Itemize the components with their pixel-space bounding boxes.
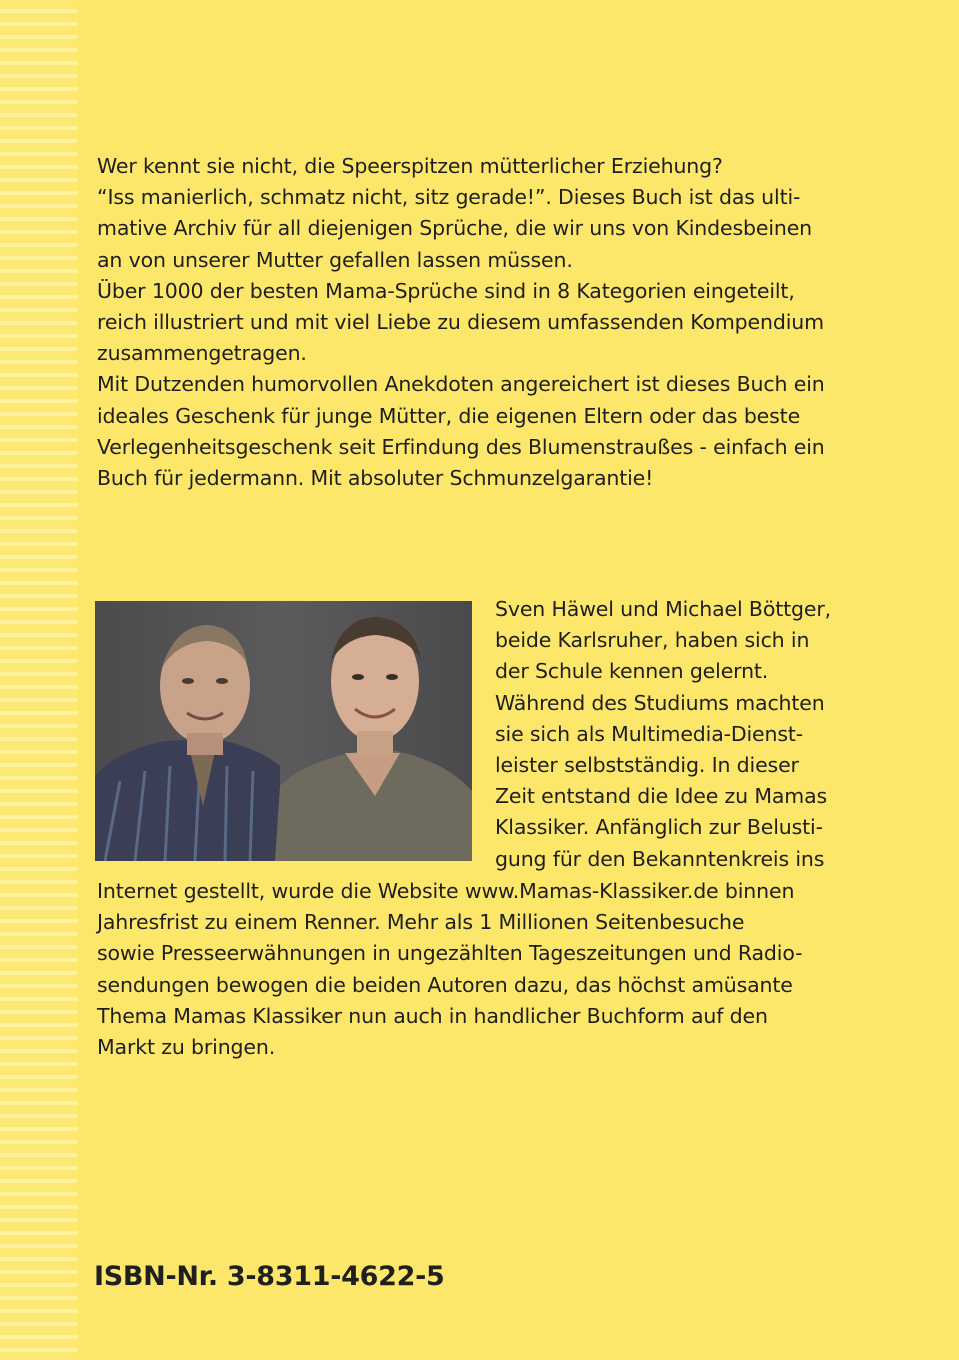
text-line: sie sich als Multimedia-Dienst- (495, 721, 804, 746)
isbn-number: ISBN-Nr. 3-8311-4622-5 (94, 1261, 445, 1292)
text-line: Jahresfrist zu einem Renner. Mehr als 1 Millionen Seitenbesuche (97, 910, 745, 935)
text-line: Thema Mamas Klassiker nun auch in handlicher Buchform auf den (97, 1003, 768, 1028)
text-line: beide Karlsruher, haben sich in (495, 628, 810, 653)
text-line: Klassiker. Anfänglich zur Belusti- (495, 815, 823, 840)
text-line: “Iss manierlich, schmatz nicht, sitz gerade!”. Dieses Buch ist das ulti- (97, 185, 801, 210)
text-line: Markt zu bringen. (97, 1035, 276, 1060)
authors-photo (95, 601, 472, 861)
text-line: der Schule kennen gelernt. (495, 659, 769, 684)
text-line: leister selbstständig. In dieser (495, 753, 799, 778)
text-line: Mit Dutzenden humorvollen Anekdoten angereichert ist dieses Buch ein (97, 372, 825, 397)
intro-text (97, 151, 825, 494)
text-line: sendungen bewogen die beiden Autoren dazu, das höchst amüsante (97, 972, 793, 997)
text-line: gung für den Bekanntenkreis ins (495, 846, 825, 871)
text-line: Zeit entstand die Idee zu Mamas (495, 784, 828, 809)
text-line: Verlegenheitsgeschenk seit Erfindung des Blumenstraußes - einfach ein (97, 434, 825, 459)
text-line: an von unserer Mutter gefallen lassen müssen. (97, 247, 573, 272)
text-line: mative Archiv für all diejenigen Sprüche, die wir uns von Kindesbeinen (97, 216, 813, 241)
text-line: Sven Häwel und Michael Böttger, (495, 597, 831, 621)
text-line: Internet gestellt, wurde die Website www.Mamas-Klassiker.de binnen (97, 879, 795, 903)
authors-bio-side (495, 594, 831, 875)
text-line: Buch für jedermann. Mit absoluter Schmunzelgarantie! (97, 466, 654, 491)
text-line: ideales Geschenk für junge Mütter, die eigenen Eltern oder das beste (97, 403, 801, 428)
text-line: Während des Studiums machten (495, 690, 825, 715)
text-line: Über 1000 der besten Mama-Sprüche sind in 8 Kategorien eingeteilt, (97, 278, 795, 303)
authors-bio-full (97, 876, 802, 1063)
text-line: zusammengetragen. (97, 341, 307, 366)
text-line: Wer kennt sie nicht, die Speerspitzen mütterlicher Erziehung? (97, 154, 723, 178)
text-line: reich illustriert und mit viel Liebe zu diesem umfassenden Kompendium (97, 310, 824, 335)
text-line: sowie Presseerwähnungen in ungezählten Tageszeitungen und Radio- (97, 941, 803, 966)
